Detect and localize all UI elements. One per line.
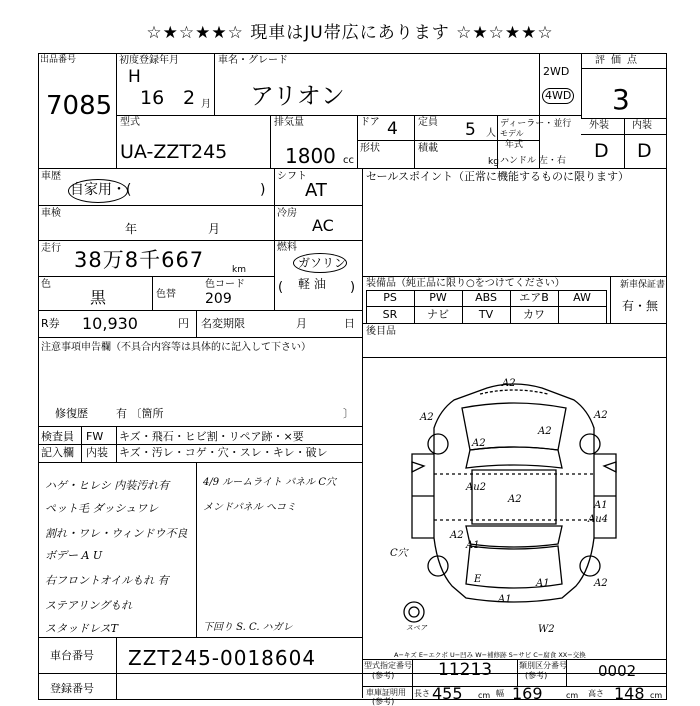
chassis-label: 車台番号 bbox=[50, 649, 94, 662]
note-line: 4/9 ルームライト パネル C穴 bbox=[203, 477, 336, 488]
first-registration-year: 16 bbox=[140, 87, 165, 109]
recycle-label: R券 bbox=[41, 317, 60, 330]
note-line: 右フロントオイルもれ 有 bbox=[45, 574, 169, 587]
inspector-row-1: キズ・飛石・ヒビ割・リペア跡・×要 bbox=[119, 430, 304, 443]
shift-value: AT bbox=[305, 180, 327, 201]
equipment-item: PS bbox=[383, 291, 397, 304]
warranty-label: 新車保証書 bbox=[620, 280, 666, 290]
damage-mark: E bbox=[474, 574, 482, 585]
damage-mark: A2 bbox=[420, 412, 434, 423]
score-value: 3 bbox=[612, 83, 630, 116]
lot-number-label: 出品番号 bbox=[40, 55, 77, 65]
recycle-value: 10,930 bbox=[82, 314, 138, 333]
category-label: 類別区分番号 bbox=[519, 661, 567, 670]
car-name: アリオン bbox=[250, 82, 345, 110]
displacement-label: 排気量 bbox=[274, 117, 304, 128]
history-value: 自家用・( bbox=[70, 182, 132, 198]
exterior-label: 外装 bbox=[589, 120, 609, 131]
type-designation-label: 型式指定番号 bbox=[364, 661, 412, 670]
equipment-item: TV bbox=[478, 308, 494, 321]
capacity-value: 5 bbox=[465, 120, 476, 140]
chassis-number: ZZT245-0018604 bbox=[128, 646, 317, 670]
cooling-label: 冷房 bbox=[277, 208, 297, 219]
cooling-value: AC bbox=[312, 216, 334, 235]
damage-mark: A2 bbox=[594, 578, 608, 589]
damage-mark: A2 bbox=[508, 494, 522, 505]
lot-number: 7085 bbox=[46, 91, 113, 121]
damage-mark: Au2 bbox=[466, 482, 487, 493]
load-label: 積載 bbox=[418, 143, 438, 154]
first-registration-era: H bbox=[128, 67, 141, 87]
doors-value: 4 bbox=[387, 119, 398, 139]
car-name-label: 車名・グレード bbox=[218, 55, 288, 66]
damage-mark: Au4 bbox=[588, 514, 609, 525]
equipment-item: エアB bbox=[519, 291, 549, 304]
note-line: ハゲ・ヒレシ 内装汚れ有 bbox=[45, 479, 170, 492]
dealer-label: ディーラー・並行 bbox=[500, 119, 572, 129]
damage-mark: C穴 bbox=[390, 548, 408, 559]
note-line: メンドパネル へコミ bbox=[203, 502, 296, 513]
model-label: 型式 bbox=[120, 117, 140, 128]
damage-mark: A2 bbox=[502, 378, 516, 389]
seat-label: 後目品 bbox=[366, 326, 396, 337]
drive-4wd: 4WD bbox=[542, 88, 574, 104]
note-line: 下回り S. C. ハガレ bbox=[203, 622, 293, 633]
equipment-item: PW bbox=[429, 291, 447, 304]
score-label: 評価点 bbox=[595, 55, 643, 66]
damage-mark: A1 bbox=[594, 500, 608, 511]
equipment-item: AW bbox=[573, 291, 591, 304]
equipment-item: ナビ bbox=[427, 308, 449, 321]
history-label: 車歴 bbox=[41, 171, 61, 182]
mileage-label: 走行 bbox=[41, 243, 61, 254]
warranty-value: 有・無 bbox=[622, 299, 659, 313]
fuel-option: 軽 油 bbox=[298, 277, 326, 291]
damage-mark: A2 bbox=[538, 426, 552, 437]
dimensions-label: 車庫証明用 bbox=[366, 688, 406, 697]
car-damage-diagram bbox=[362, 358, 667, 648]
shift-label: シフト bbox=[277, 171, 307, 182]
damage-mark: A1 bbox=[466, 540, 480, 551]
first-registration-month: 2 bbox=[183, 87, 196, 109]
mileage-value: 38万8千667 bbox=[74, 248, 205, 272]
inspector-row-2: キズ・汚レ・コゲ・穴・スレ・キレ・破レ bbox=[119, 446, 328, 459]
name-change-label: 名変期限 bbox=[201, 317, 245, 330]
note-line: ステアリングもれ bbox=[45, 599, 133, 612]
damage-legend: A−キズ E−エクボ U−凹み W−補修跡 S−サビ C−腐食 XX−交換 bbox=[394, 651, 586, 659]
equipment-table bbox=[366, 290, 606, 323]
length-value: 455 bbox=[432, 684, 463, 703]
height-value: 148 bbox=[614, 684, 645, 703]
equipment-label: 装備品（純正品に限り○をつけてください） bbox=[366, 278, 565, 289]
damage-mark: A2 bbox=[594, 410, 608, 421]
fuel-label: 燃料 bbox=[277, 242, 297, 253]
displacement-value: 1800 bbox=[285, 144, 336, 168]
repair-value: 有 〔箇所 bbox=[116, 407, 164, 420]
drive-2wd: 2WD bbox=[543, 65, 570, 78]
registration-label: 登録番号 bbox=[50, 682, 94, 695]
repair-label: 修復歴 bbox=[55, 407, 88, 420]
model-value: UA-ZZT245 bbox=[120, 141, 228, 163]
damage-mark: W2 bbox=[538, 624, 555, 635]
color-code-label: 色コード bbox=[205, 279, 245, 290]
inspection-label: 車検 bbox=[41, 208, 61, 219]
color-label: 色 bbox=[41, 279, 51, 290]
damage-mark: A2 bbox=[472, 438, 486, 449]
damage-mark: A1 bbox=[498, 594, 512, 605]
damage-mark: A1 bbox=[536, 578, 550, 589]
capacity-label: 定員 bbox=[418, 117, 438, 128]
note-line: スタッドレスT bbox=[45, 622, 119, 635]
shape-label: 形状 bbox=[360, 143, 380, 154]
damage-mark: A2 bbox=[450, 530, 464, 541]
color-code-value: 209 bbox=[205, 291, 232, 307]
category-value: 0002 bbox=[598, 662, 637, 680]
interior-label: 内装 bbox=[632, 120, 652, 131]
damage-mark: スペア bbox=[406, 624, 427, 632]
type-designation-value: 11213 bbox=[438, 660, 493, 680]
inspector-label: 検査員 bbox=[41, 430, 74, 443]
note-line: ペット毛 ダッシュワレ bbox=[45, 502, 159, 515]
repaint-label: 色替 bbox=[156, 289, 176, 300]
first-registration-label: 初度登録年月 bbox=[119, 55, 179, 66]
equipment-item: SR bbox=[382, 308, 398, 321]
selling-points-label: セールスポイント（正常に機能するものに限ります） bbox=[366, 170, 630, 183]
equipment-item: カワ bbox=[523, 308, 545, 321]
note-line: 割れ・ワレ・ウィンドウ不良 bbox=[45, 527, 188, 540]
interior-value: D bbox=[637, 140, 652, 162]
note-line: ボデー A U bbox=[45, 549, 103, 562]
notes-label: 注意事項申告欄（不具合内容等は具体的に記入して下さい） bbox=[41, 342, 311, 353]
handle-label: ハンドル 左・右 bbox=[500, 156, 566, 166]
doors-label: ドア bbox=[360, 117, 380, 128]
width-value: 169 bbox=[512, 684, 543, 703]
exterior-value: D bbox=[594, 140, 609, 162]
fuel-value: ガソリン bbox=[298, 256, 347, 270]
auction-banner: ☆★☆★★☆ 現車はJU帯広にあります ☆★☆★★☆ bbox=[146, 23, 554, 43]
equipment-item: ABS bbox=[475, 291, 497, 304]
color-value: 黒 bbox=[90, 288, 107, 307]
